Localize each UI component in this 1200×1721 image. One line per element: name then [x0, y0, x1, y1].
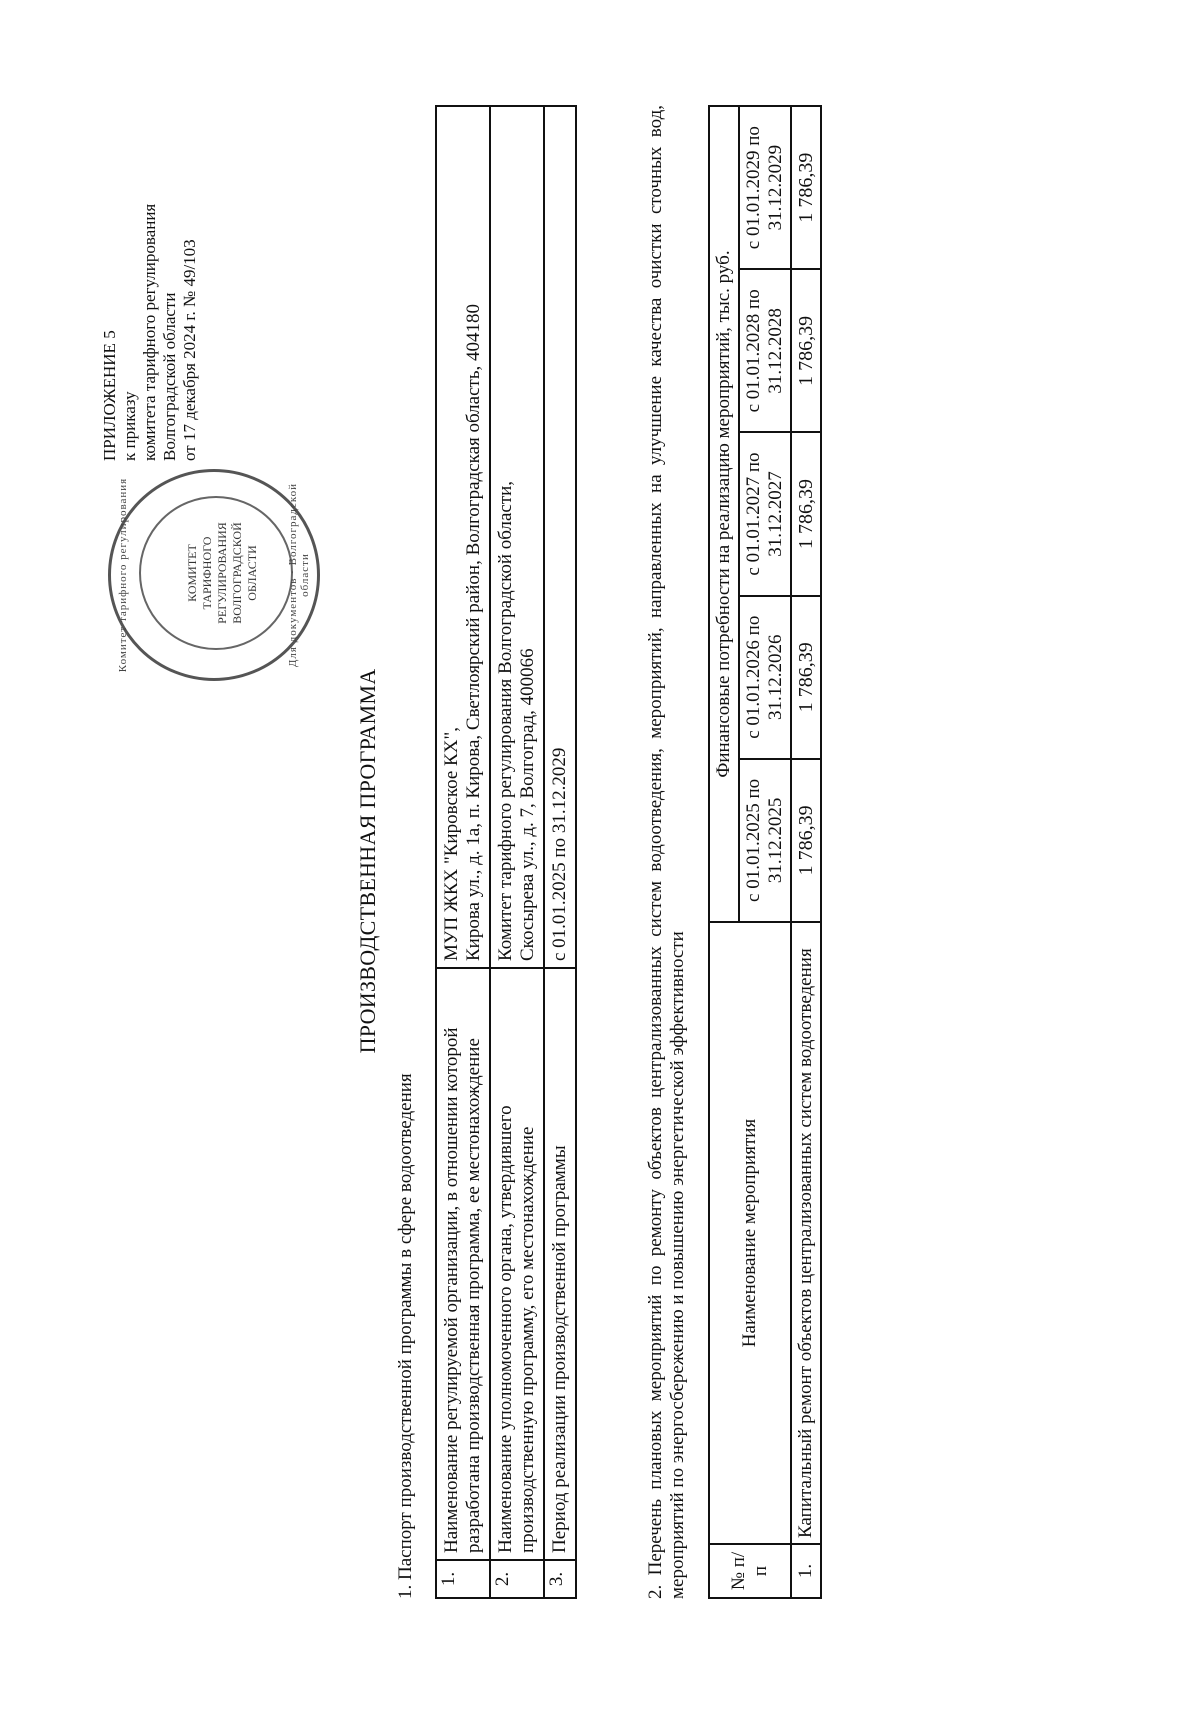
official-stamp — [108, 469, 320, 681]
header-name: Наименование мероприятия — [709, 922, 791, 1544]
value-line: МУП ЖКХ "Кировское КХ", — [441, 727, 462, 961]
stamp-line: ТАРИФНОГО — [200, 536, 214, 610]
row-label: Период реализации производственной программы — [544, 968, 576, 1560]
row-label: Наименование уполномоченного органа, утвердившего производственную программу, его местонахождение — [490, 968, 544, 1560]
row-value: 1 786,39 — [791, 596, 821, 759]
value-line: Скосырева ул., д. 7, Волгоград, 400066 — [517, 648, 538, 961]
table-row — [544, 106, 576, 1598]
appendix-header — [100, 41, 200, 461]
row-number: 1. — [791, 1544, 821, 1598]
appendix-date: от 17 декабря 2024 г. № 49/103 — [180, 239, 199, 461]
stamp-docs-label: Для документов — [287, 577, 299, 668]
stamp-line: КОМИТЕТ — [185, 544, 199, 602]
header-period: с 01.01.2029 по 31.12.2029 — [739, 106, 791, 269]
row-value: 1 786,39 — [791, 269, 821, 432]
stamp-ring-bottom: Для документов · Волгоградской области — [287, 482, 311, 668]
appendix-region: Волгоградской области — [160, 292, 179, 461]
value-line: Кирова ул., д. 1а, п. Кирова, Светлоярский район, Волгоградская область, 404180 — [463, 303, 484, 961]
stamp-ring-top: Комитет тарифного регулирования — [117, 477, 129, 673]
value-line: с 01.01.2025 по 31.12.2029 — [549, 747, 570, 961]
header-finance: Финансовые потребности на реализацию мероприятий, тыс. руб. — [709, 106, 739, 922]
table-header-row — [709, 106, 739, 1598]
row-number: 2. — [490, 1560, 544, 1598]
row-value — [490, 106, 544, 968]
header-period: с 01.01.2028 по 31.12.2028 — [739, 269, 791, 432]
measures-table — [708, 105, 822, 1599]
value-line: Комитет тарифного регулирования Волгоградской области, — [495, 480, 516, 961]
section2-heading: 2. Перечень плановых мероприятий по ремонту объектов централизованных систем водоотведения, мероприятий, направленных на улучшение качества очистки сточных вод, мероприятий по энергосбережению и повышению энергетической эффективности — [645, 105, 688, 1599]
stamp-line: ВОЛГОГРАДСКОЙ — [230, 522, 244, 624]
row-number: 3. — [544, 1560, 576, 1598]
table-row — [436, 106, 490, 1598]
appendix-committee: комитета тарифного регулирования — [140, 203, 159, 461]
header-period: с 01.01.2026 по 31.12.2026 — [739, 596, 791, 759]
appendix-number: ПРИЛОЖЕНИЕ 5 — [100, 330, 119, 461]
stamp-center-text — [185, 498, 260, 648]
row-number: 1. — [436, 1560, 490, 1598]
stamp-region: Волгоградской области — [287, 482, 311, 597]
stamp-inner-ring — [139, 496, 293, 650]
header-period: с 01.01.2025 по 31.12.2025 — [739, 759, 791, 922]
table-row — [490, 106, 544, 1598]
table-row — [791, 106, 821, 1598]
row-value — [544, 106, 576, 968]
section1-heading: 1. Паспорт производственной программы в сфере водоотведения — [395, 1073, 416, 1599]
passport-table — [435, 105, 577, 1599]
row-value — [436, 106, 490, 968]
appendix-to-order: к приказу — [120, 391, 139, 461]
row-value: 1 786,39 — [791, 432, 821, 595]
stamp-line: РЕГУЛИРОВАНИЯ — [215, 522, 229, 624]
row-value: 1 786,39 — [791, 106, 821, 269]
header-period: с 01.01.2027 по 31.12.2027 — [739, 432, 791, 595]
stamp-line: ОБЛАСТИ — [245, 545, 259, 601]
row-value: 1 786,39 — [791, 759, 821, 922]
page-title: ПРОИЗВОДСТВЕННАЯ ПРОГРАММА — [355, 668, 380, 1054]
header-num: № п/п — [709, 1544, 791, 1598]
row-name: Капитальный ремонт объектов централизованных систем водоотведения — [791, 922, 821, 1544]
row-label: Наименование регулируемой организации, в отношении которой разработана производственная программа, ее местонахождение — [436, 968, 490, 1560]
